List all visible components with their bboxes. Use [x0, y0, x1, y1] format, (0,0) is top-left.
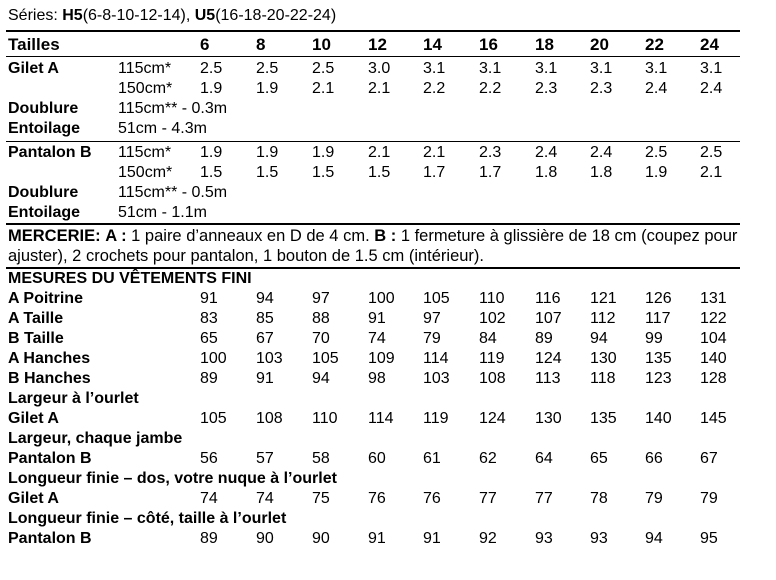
size-label: 20: [590, 35, 609, 54]
yardage-value: 2.1: [423, 144, 446, 161]
doublure-row: [0, 101, 776, 121]
size-label: 24: [700, 35, 719, 54]
size-label: 8: [256, 35, 266, 54]
yardage-value: 2.1: [368, 80, 391, 97]
measure-value: 110: [479, 290, 505, 307]
measure-label: Pantalon B: [8, 450, 92, 467]
doublure-label: Doublure: [8, 100, 79, 117]
measure-value: 121: [590, 290, 617, 307]
measure-label: Longueur finie – dos, votre nuque à l’ourlet: [8, 470, 337, 487]
yardage-value: 2.5: [700, 144, 723, 161]
yardage-value: 2.3: [590, 80, 613, 97]
measure-value: 94: [312, 370, 330, 387]
measure-label: A Poitrine: [8, 290, 83, 307]
measure-value: 110: [312, 410, 338, 427]
series-h5: H5: [62, 7, 83, 24]
measure-label: Largeur à l’ourlet: [8, 390, 139, 407]
measure-value: 67: [700, 450, 718, 467]
yardage-value: 3.1: [700, 60, 723, 77]
yardage-value: 3.1: [479, 60, 502, 77]
measure-value: 56: [200, 450, 218, 467]
doublure-value: 115cm** - 0.3m: [118, 100, 228, 117]
measure-row: [0, 411, 776, 431]
yardage-row: [0, 81, 776, 101]
yardage-value: 2.1: [368, 144, 391, 161]
measure-value: 94: [590, 330, 608, 347]
measure-value: 124: [535, 350, 562, 367]
measure-value: 104: [700, 330, 727, 347]
yardage-row: [0, 165, 776, 185]
mercerie-a-label: A :: [105, 227, 127, 245]
measure-value: 108: [256, 410, 283, 427]
measure-value: 102: [479, 310, 506, 327]
measure-value: 85: [256, 310, 274, 327]
yardage-value: 2.4: [590, 144, 613, 161]
measure-value: 108: [479, 370, 506, 387]
measure-value: 124: [479, 410, 506, 427]
measure-value: 93: [590, 530, 608, 547]
measure-value: 66: [645, 450, 663, 467]
measure-value: 131: [700, 290, 727, 307]
measure-row: [0, 451, 776, 471]
measure-value: 89: [200, 530, 218, 547]
yardage-value: 2.4: [535, 144, 558, 161]
mercerie-b-label: B :: [374, 227, 397, 245]
series-h5-sizes: (6-8-10-12-14),: [82, 7, 195, 24]
size-label: 6: [200, 35, 210, 54]
measure-label: B Taille: [8, 330, 64, 347]
measure-value: 62: [479, 450, 497, 467]
yardage-value: 1.5: [312, 164, 335, 181]
yardage-value: 2.1: [700, 164, 723, 181]
fabric-width: 115cm*: [118, 60, 172, 77]
entoilage-row: [0, 205, 776, 225]
measure-value: 91: [368, 310, 386, 327]
size-label: 14: [423, 35, 442, 54]
measure-value: 70: [312, 330, 330, 347]
measure-value: 95: [700, 530, 718, 547]
yardage-value: 2.2: [479, 80, 502, 97]
garment-label: Gilet A: [8, 60, 59, 77]
measure-value: 119: [479, 350, 505, 367]
measure-value: 140: [700, 350, 727, 367]
measure-value: 88: [312, 310, 330, 327]
measure-value: 67: [256, 330, 274, 347]
divider: [6, 141, 740, 142]
measure-value: 113: [535, 370, 561, 387]
entoilage-value: 51cm - 4.3m: [118, 120, 207, 137]
yardage-value: 2.5: [200, 60, 223, 77]
measure-value: 105: [312, 350, 339, 367]
measure-label: Pantalon B: [8, 530, 92, 547]
yardage-value: 2.4: [700, 80, 723, 97]
yardage-value: 1.8: [535, 164, 558, 181]
measure-value: 91: [200, 290, 218, 307]
measure-row: [0, 291, 776, 311]
measure-value: 128: [700, 370, 727, 387]
measure-value: 130: [590, 350, 617, 367]
measure-label: Gilet A: [8, 410, 59, 427]
measure-value: 94: [256, 290, 274, 307]
measure-value: 105: [423, 290, 450, 307]
series-u5-sizes: (16-18-20-22-24): [215, 7, 337, 24]
mercerie-notions: [8, 226, 748, 266]
size-label: 16: [479, 35, 498, 54]
measure-row: [0, 311, 776, 331]
measure-row: [0, 491, 776, 511]
yardage-value: 2.5: [312, 60, 335, 77]
measure-value: 135: [590, 410, 617, 427]
measure-value: 64: [535, 450, 553, 467]
measure-value: 79: [423, 330, 441, 347]
yardage-value: 3.1: [590, 60, 613, 77]
yardage-value: 2.1: [312, 80, 335, 97]
yardage-value: 1.9: [645, 164, 668, 181]
measure-value: 135: [645, 350, 672, 367]
measure-section-heading: [0, 431, 776, 451]
yardage-value: 1.5: [200, 164, 223, 181]
measure-value: 116: [535, 290, 561, 307]
garment-label: Pantalon B: [8, 144, 92, 161]
doublure-value: 115cm** - 0.5m: [118, 184, 228, 201]
entoilage-label: Entoilage: [8, 120, 81, 137]
measure-value: 74: [256, 490, 274, 507]
measure-value: 100: [200, 350, 227, 367]
divider: [6, 56, 740, 57]
measure-value: 90: [256, 530, 274, 547]
measure-value: 74: [368, 330, 386, 347]
measure-section-heading: [0, 471, 776, 491]
measure-value: 109: [368, 350, 395, 367]
size-header-row: [0, 36, 776, 56]
measure-value: 89: [535, 330, 553, 347]
yardage-value: 2.3: [479, 144, 502, 161]
measure-value: 118: [590, 370, 616, 387]
measure-value: 99: [645, 330, 663, 347]
yardage-value: 1.7: [479, 164, 502, 181]
measure-value: 79: [645, 490, 663, 507]
entoilage-value: 51cm - 1.1m: [118, 204, 207, 221]
mercerie-a-text: 1 paire d’anneaux en D de 4 cm.: [126, 227, 375, 245]
measure-value: 126: [645, 290, 672, 307]
size-label: 12: [368, 35, 387, 54]
measure-row: [0, 351, 776, 371]
yardage-value: 2.5: [645, 144, 668, 161]
measure-value: 90: [312, 530, 330, 547]
yardage-value: 2.3: [535, 80, 558, 97]
yardage-value: 1.7: [423, 164, 446, 181]
measure-value: 119: [423, 410, 449, 427]
measure-value: 57: [256, 450, 274, 467]
measure-section-heading: [0, 511, 776, 531]
measure-value: 91: [368, 530, 386, 547]
measure-value: 76: [368, 490, 386, 507]
yardage-value: 3.1: [645, 60, 668, 77]
measure-value: 65: [200, 330, 218, 347]
size-label: 18: [535, 35, 554, 54]
doublure-row: [0, 185, 776, 205]
tailles-label: Tailles: [8, 35, 60, 54]
measure-value: 79: [700, 490, 718, 507]
measure-value: 76: [423, 490, 441, 507]
measure-value: 105: [200, 410, 227, 427]
fabric-width: 150cm*: [118, 164, 173, 181]
measure-value: 91: [423, 530, 441, 547]
measure-value: 114: [423, 350, 449, 367]
yardage-value: 1.5: [256, 164, 279, 181]
measure-row: [0, 371, 776, 391]
yardage-value: 1.9: [200, 80, 223, 97]
yardage-value: 3.1: [535, 60, 558, 77]
measure-value: 122: [700, 310, 727, 327]
divider: [6, 223, 740, 225]
measure-value: 140: [645, 410, 672, 427]
measure-value: 112: [590, 310, 616, 327]
measure-label: A Hanches: [8, 350, 91, 367]
measure-value: 94: [645, 530, 663, 547]
measure-value: 130: [535, 410, 562, 427]
measure-section-heading: [0, 391, 776, 411]
divider: [6, 30, 740, 32]
measure-value: 83: [200, 310, 218, 327]
yardage-value: 2.2: [423, 80, 446, 97]
size-label: 10: [312, 35, 331, 54]
yardage-value: 2.4: [645, 80, 668, 97]
measure-value: 91: [256, 370, 274, 387]
measure-label: Gilet A: [8, 490, 59, 507]
mercerie-label: MERCERIE:: [8, 227, 101, 245]
measure-label: B Hanches: [8, 370, 91, 387]
series-u5: U5: [194, 7, 216, 24]
divider: [6, 267, 740, 269]
measure-value: 145: [700, 410, 727, 427]
measure-value: 75: [312, 490, 330, 507]
yardage-value: 1.9: [256, 144, 279, 161]
measure-value: 117: [645, 310, 671, 327]
measure-value: 103: [256, 350, 283, 367]
yardage-value: 1.5: [368, 164, 391, 181]
measure-value: 74: [200, 490, 218, 507]
fabric-width: 115cm*: [118, 144, 172, 161]
yardage-value: 1.8: [590, 164, 613, 181]
measure-value: 100: [368, 290, 395, 307]
yardage-value: 1.9: [200, 144, 223, 161]
measure-value: 114: [368, 410, 394, 427]
size-label: 22: [645, 35, 664, 54]
measure-value: 97: [312, 290, 330, 307]
yardage-value: 2.5: [256, 60, 279, 77]
measure-label: Largeur, chaque jambe: [8, 430, 183, 447]
series-prefix: Séries:: [8, 7, 63, 24]
measure-value: 97: [423, 310, 441, 327]
yardage-row: [0, 145, 776, 165]
measure-value: 60: [368, 450, 386, 467]
measure-value: 84: [479, 330, 497, 347]
measure-value: 107: [535, 310, 562, 327]
measure-value: 89: [200, 370, 218, 387]
measure-value: 58: [312, 450, 330, 467]
measure-value: 123: [645, 370, 672, 387]
fabric-width: 150cm*: [118, 80, 173, 97]
measure-value: 61: [423, 450, 441, 467]
doublure-label: Doublure: [8, 184, 79, 201]
entoilage-row: [0, 121, 776, 141]
measures-title: MESURES DU VÊTEMENTS FINI: [8, 270, 252, 287]
measure-label: A Taille: [8, 310, 64, 327]
measure-value: 103: [423, 370, 450, 387]
yardage-value: 1.9: [312, 144, 335, 161]
mercerie-b-text: 1 fermeture à glissière de 18 cm (coupez pour ajuster), 2 crochets pour pantalon, 1 bouton de 1.5 cm (intérieur).: [8, 227, 738, 265]
series-line: [8, 8, 336, 24]
yardage-value: 3.1: [423, 60, 446, 77]
yardage-value: 1.9: [256, 80, 279, 97]
entoilage-label: Entoilage: [8, 204, 81, 221]
measure-value: 93: [535, 530, 553, 547]
measure-value: 92: [479, 530, 497, 547]
measure-label: Longueur finie – côté, taille à l’ourlet: [8, 510, 287, 527]
measure-value: 98: [368, 370, 386, 387]
measure-value: 77: [479, 490, 497, 507]
measure-value: 77: [535, 490, 553, 507]
measure-row: [0, 331, 776, 351]
measure-value: 65: [590, 450, 608, 467]
yardage-row: [0, 61, 776, 81]
yardage-value: 3.0: [368, 60, 391, 77]
measure-value: 78: [590, 490, 608, 507]
measure-row: [0, 531, 776, 551]
